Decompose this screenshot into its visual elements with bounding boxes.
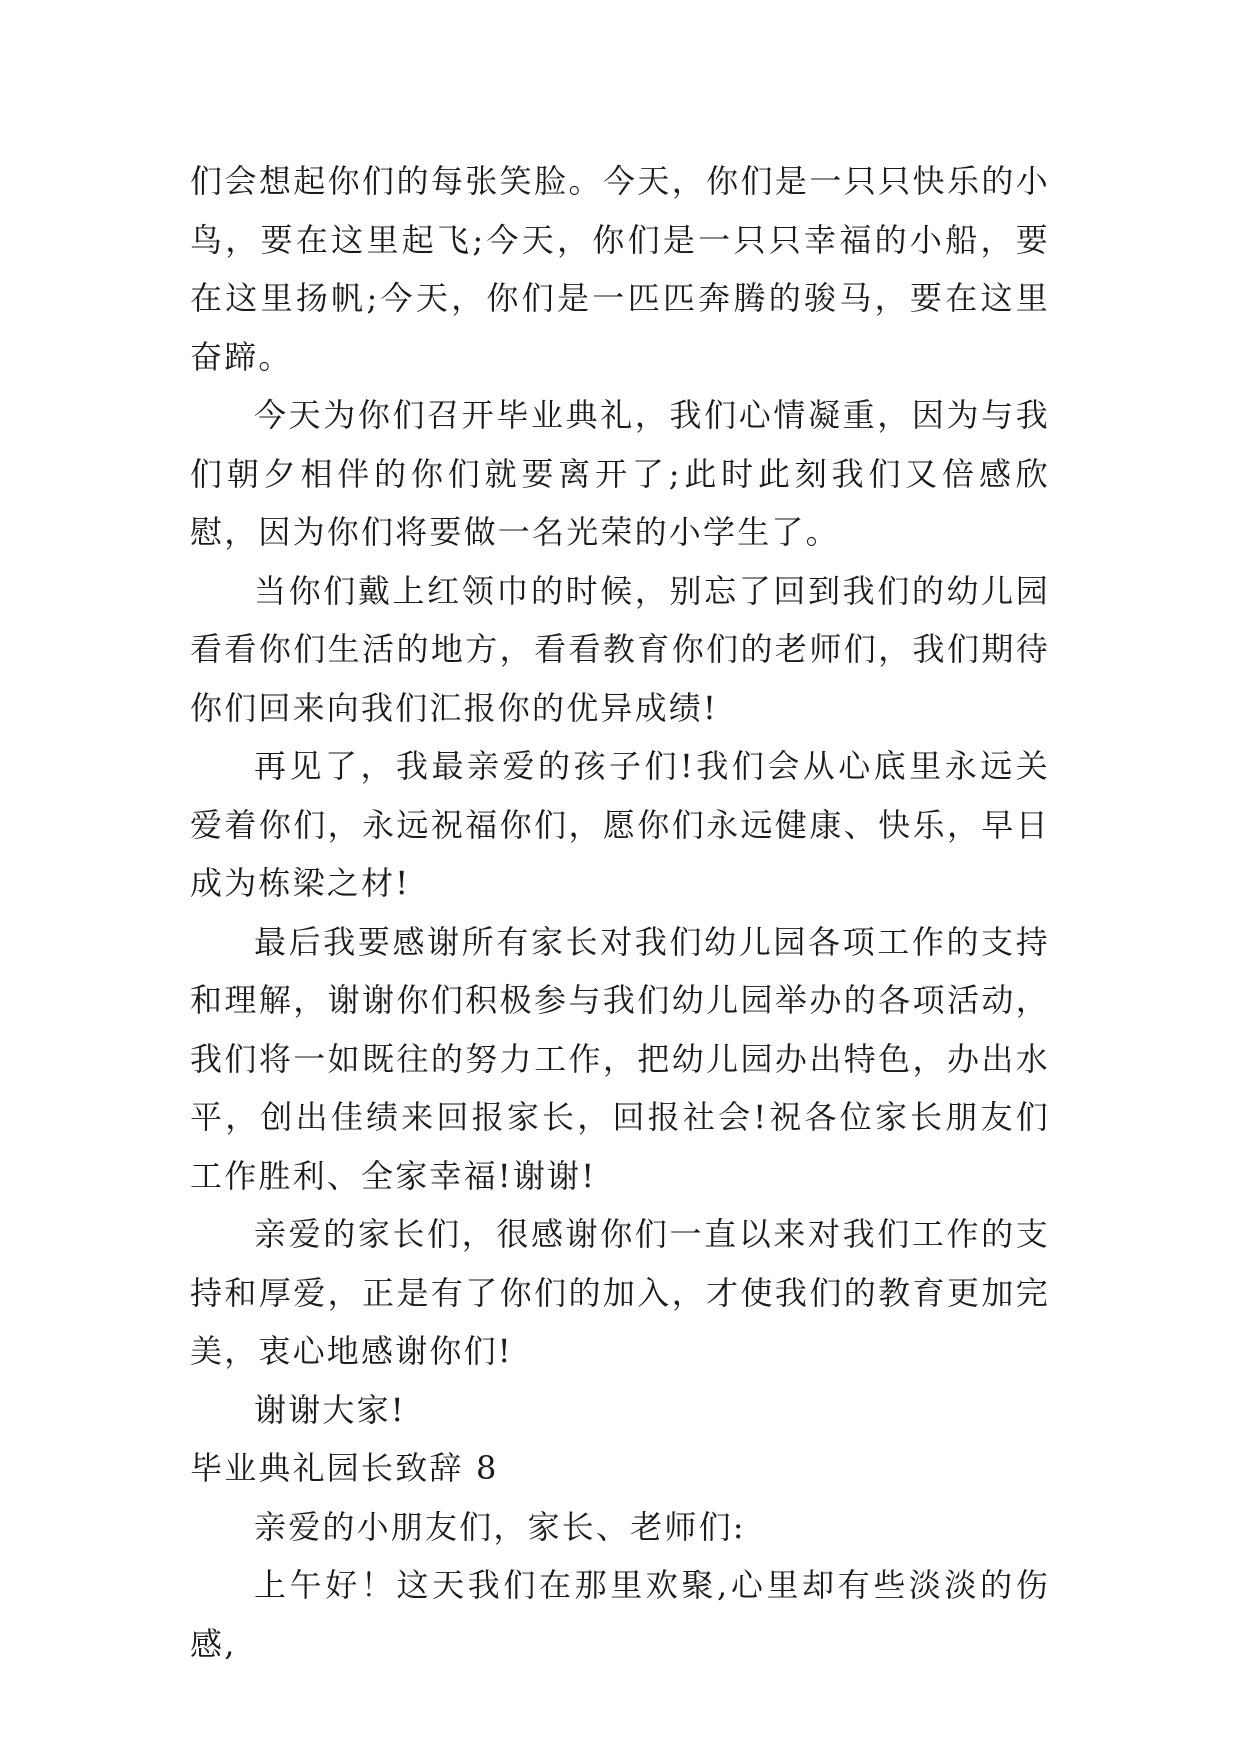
paragraph-dear-parents: 亲爱的家长们，很感谢你们一直以来对我们工作的支持和厚爱，正是有了你们的加入，才使我们的教育更加完美，衷心地感谢你们! <box>190 1215 1050 1370</box>
paragraph-thanks-parents: 最后我要感谢所有家长对我们幼儿园各项工作的支持和理解，谢谢你们积极参与我们幼儿园举办的各项活动，我们将一如既往的努力工作，把幼儿园办出特色，办出水平，创出佳绩来回报家长，回报社会!祝各位家长朋友们工作胜利、全家幸福!谢谢! <box>190 922 1050 1195</box>
paragraph-farewell: 再见了，我最亲爱的孩子们!我们会从心底里永远关爱着你们，永远祝福你们，愿你们永远健康、快乐，早日成为栋梁之材! <box>190 747 1050 902</box>
paragraph-graduation-ceremony: 今天为你们召开毕业典礼，我们心情凝重，因为与我们朝夕相伴的你们就要离开了;此时此刻我们又倍感欣慰，因为你们将要做一名光荣的小学生了。 <box>190 396 1050 551</box>
document-body <box>190 152 1050 1673</box>
section-title: 毕业典礼园长致辞 8 <box>190 1449 499 1487</box>
paragraph-continuation: 们会想起你们的每张笑脸。今天，你们是一只只快乐的小鸟，要在这里起飞;今天，你们是一只只幸福的小船，要在这里扬帆;今天，你们是一匹匹奔腾的骏马，要在这里奋蹄。 <box>190 162 1050 376</box>
opening-line: 上午好！这天我们在那里欢聚,心里却有些淡淡的伤感, <box>190 1566 1050 1663</box>
greeting-line: 亲爱的小朋友们，家长、老师们: <box>254 1507 746 1546</box>
paragraph-thank-you-all: 谢谢大家! <box>254 1390 406 1429</box>
paragraph-red-scarf: 当你们戴上红领巾的时候，别忘了回到我们的幼儿园看看你们生活的地方，看看教育你们的老师们，我们期待你们回来向我们汇报你的优异成绩! <box>190 571 1050 727</box>
